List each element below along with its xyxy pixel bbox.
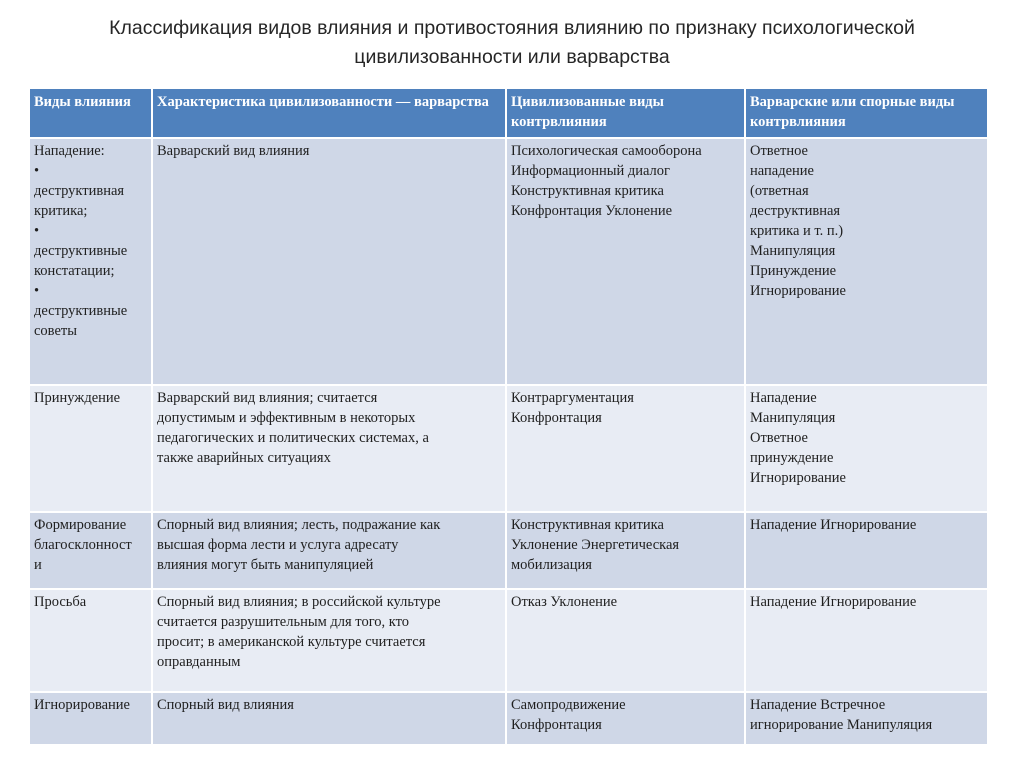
cell-text-line: Отказ Уклонение: [511, 594, 618, 610]
cell-text-line: и: [34, 557, 42, 573]
cell-text-line: влияния могут быть манипуляцией: [157, 557, 374, 573]
cell-civilized-counter: [507, 513, 744, 588]
cell-text-line: Уклонение Энергетическая: [511, 537, 680, 553]
cell-text-line: Информационный диалог: [511, 163, 670, 179]
cell-barbaric-counter: [746, 693, 987, 744]
cell-text-line: Психологическая самооборона: [511, 143, 702, 159]
header-barbaric-counter: Варварские или спорные виды контрвлияния: [746, 89, 987, 137]
table-row: [30, 590, 987, 691]
cell-text-line: Конфронтация: [511, 410, 602, 426]
cell-influence-kind: [30, 139, 151, 384]
cell-text-line: деструктивная: [34, 183, 125, 199]
cell-text-line: Варварский вид влияния; считается: [157, 390, 378, 406]
cell-barbaric-counter: [746, 590, 987, 691]
slide-title-line-1: Классификация видов влияния и противостояния влиянию по признаку психологической: [109, 17, 915, 39]
slide-title-line-2: цивилизованности или варварства: [354, 46, 670, 68]
cell-barbaric-counter: [746, 386, 987, 511]
cell-influence-kind: [30, 386, 151, 511]
cell-text-line: высшая форма лести и услуга адресату: [157, 537, 399, 553]
cell-characteristic: [153, 139, 505, 384]
cell-text-line: педагогических и политических системах, а: [157, 430, 429, 446]
cell-text-line: Игнорирование: [750, 283, 846, 299]
cell-text-line: деструктивные: [34, 303, 128, 319]
cell-civilized-counter: [507, 139, 744, 384]
cell-text-line: Принуждение: [34, 390, 121, 406]
cell-barbaric-counter: [746, 513, 987, 588]
cell-text-line: Нападение Игнорирование: [750, 594, 917, 610]
cell-text-line: нападение: [750, 163, 814, 179]
cell-text-line: Нападение: [750, 390, 817, 406]
cell-text-line: Контраргументация: [511, 390, 634, 406]
cell-text-line: мобилизация: [511, 557, 592, 573]
cell-text-line: констатации;: [34, 263, 115, 279]
cell-characteristic: [153, 590, 505, 691]
cell-text-line: Конструктивная критика: [511, 517, 664, 533]
cell-text-line: Просьба: [34, 594, 87, 610]
cell-text-line: Манипуляция: [750, 410, 836, 426]
cell-text-line: Игнорирование: [750, 470, 846, 486]
cell-text-line: Конструктивная критика: [511, 183, 664, 199]
table-row: [30, 513, 987, 588]
cell-text-line: критика и т. п.): [750, 223, 844, 239]
cell-text-line: Манипуляция: [750, 243, 836, 259]
cell-text-line: (ответная: [750, 183, 809, 199]
table-header-row: [30, 89, 987, 137]
cell-text-line: Конфронтация: [511, 717, 602, 733]
cell-civilized-counter: [507, 590, 744, 691]
cell-text-line: •: [34, 163, 40, 179]
cell-characteristic: [153, 513, 505, 588]
cell-text-line: Нападение:: [34, 143, 105, 159]
cell-text-line: Варварский вид влияния: [157, 143, 310, 159]
cell-text-line: Нападение Встречное: [750, 697, 886, 713]
cell-influence-kind: [30, 513, 151, 588]
cell-text-line: Спорный вид влияния; в российской культуре: [157, 594, 441, 610]
cell-civilized-counter: [507, 386, 744, 511]
cell-text-line: •: [34, 223, 40, 239]
cell-text-line: Принуждение: [750, 263, 837, 279]
cell-influence-kind: [30, 693, 151, 744]
cell-characteristic: [153, 386, 505, 511]
cell-text-line: Спорный вид влияния: [157, 697, 294, 713]
cell-text-line: Спорный вид влияния; лесть, подражание как: [157, 517, 441, 533]
cell-text-line: критика;: [34, 203, 88, 219]
cell-text-line: деструктивные: [34, 243, 128, 259]
cell-text-line: Нападение Игнорирование: [750, 517, 917, 533]
cell-text-line: Игнорирование: [34, 697, 130, 713]
cell-text-line: Формирование: [34, 517, 127, 533]
cell-text-line: принуждение: [750, 450, 834, 466]
cell-barbaric-counter: [746, 139, 987, 384]
cell-text-line: Ответное: [750, 430, 808, 446]
header-civilized-counter: Цивилизованные виды контрвлияния: [507, 89, 744, 137]
cell-text-line: считается разрушительным для того, кто: [157, 614, 410, 630]
cell-text-line: Самопродвижение: [511, 697, 626, 713]
cell-text-line: •: [34, 283, 40, 299]
influence-classification-table: [28, 87, 989, 746]
cell-text-line: Конфронтация Уклонение: [511, 203, 673, 219]
cell-text-line: Ответное: [750, 143, 808, 159]
cell-text-line: просит; в американской культуре считается: [157, 634, 426, 650]
table-row: [30, 386, 987, 511]
cell-text-line: советы: [34, 323, 77, 339]
cell-text-line: игнорирование Манипуляция: [750, 717, 933, 733]
cell-text-line: оправданным: [157, 654, 241, 670]
cell-characteristic: [153, 693, 505, 744]
cell-influence-kind: [30, 590, 151, 691]
table-row: [30, 693, 987, 744]
cell-text-line: деструктивная: [750, 203, 841, 219]
cell-civilized-counter: [507, 693, 744, 744]
cell-text-line: допустимым и эффективным в некоторых: [157, 410, 416, 426]
header-influence-kinds: Виды влияния: [30, 89, 151, 137]
table-row: [30, 139, 987, 384]
cell-text-line: также аварийных ситуациях: [157, 450, 331, 466]
cell-text-line: благосклонност: [34, 537, 132, 553]
header-characteristic: Характеристика цивилизованности — варварства: [153, 89, 505, 137]
slide-title: [40, 14, 984, 72]
